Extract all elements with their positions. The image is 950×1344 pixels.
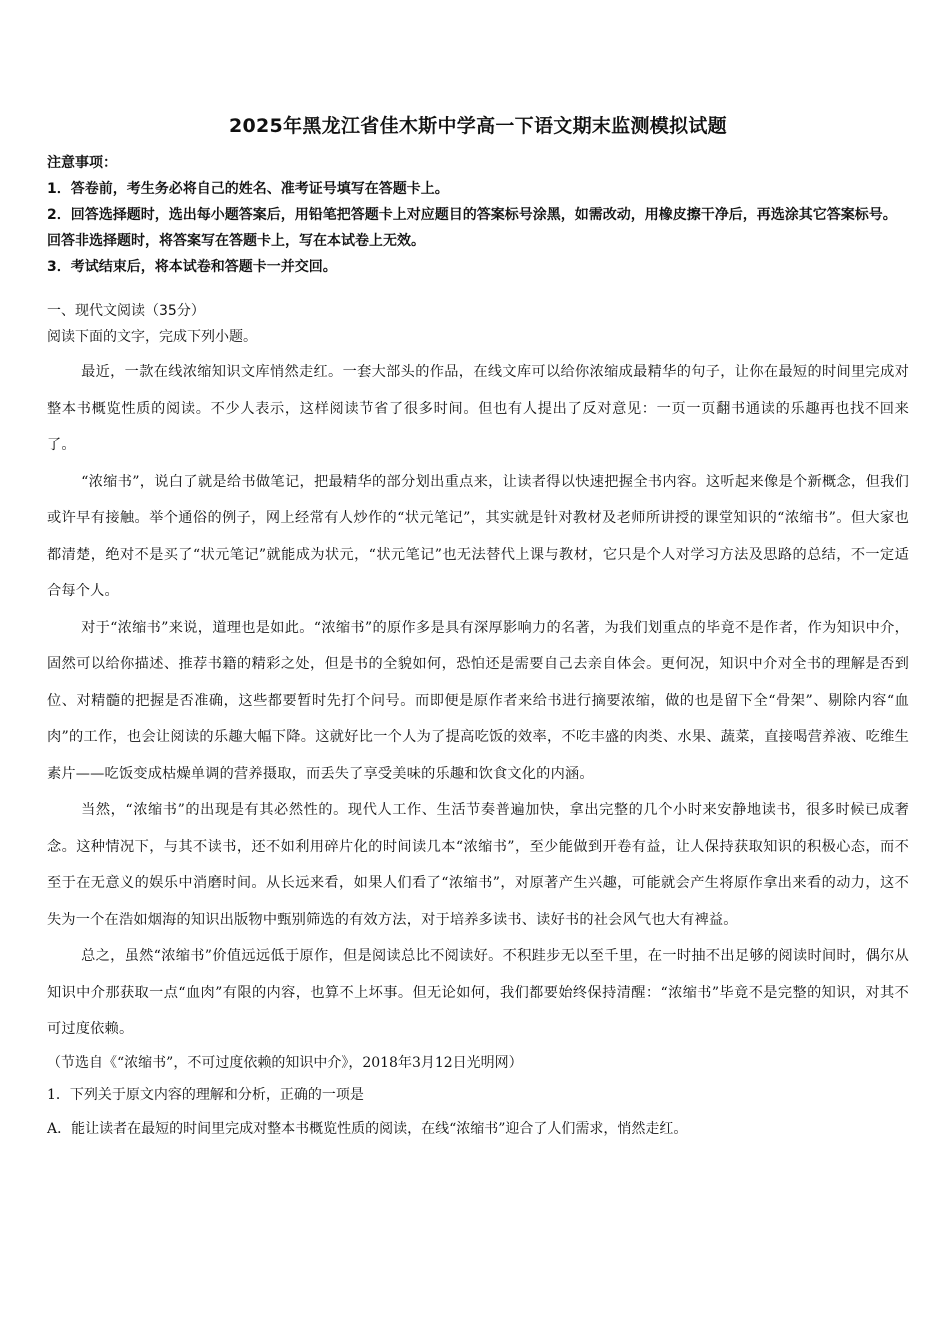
- reading-passage: [47, 354, 909, 1048]
- notice-item-3: 3．考试结束后，将本试卷和答题卡一并交回。: [47, 259, 337, 275]
- document-page: [47, 0, 909, 1344]
- passage-paragraph-5: 总之，虽然“浓缩书”价值远远低于原作，但是阅读总比不阅读好。不积跬步无以至千里，在一时抽不出足够的阅读时间时，偶尔从知识中介那获取一点“血肉”有限的内容，也算不上坏事。但无论如何，我们都要始终保持清醒：“浓缩书”毕竟不是完整的知识，对其不可过度依赖。: [47, 948, 909, 1037]
- reading-section: [47, 298, 909, 1146]
- passage-paragraph-1: 最近，一款在线浓缩知识文库悄然走红。一套大部头的作品，在线文库可以给你浓缩成最精华的句子，让你在最短的时间里完成对整本书概览性质的阅读。不少人表示，这样阅读节省了很多时间。但也有人提出了反对意见：一页一页翻书通读的乐趣再也找不回来了。: [47, 364, 909, 453]
- passage-paragraph-2: “浓缩书”，说白了就是给书做笔记，把最精华的部分划出重点来，让读者得以快速把握全书内容。这听起来像是个新概念，但我们或许早有接触。举个通俗的例子，网上经常有人炒作的“状元笔记”，其实就是针对教材及老师所讲授的课堂知识的“浓缩书”。但大家也都清楚，绝对不是买了“状元笔记”就能成为状元，“状元笔记”也无法替代上课与教材，它只是个人对学习方法及思路的总结，不一定适合每个人。: [47, 473, 909, 599]
- notice-heading: 注意事项：: [47, 155, 117, 171]
- section-heading: 一、现代文阅读（35分）: [47, 303, 205, 319]
- notice-item-1: 1．答卷前，考生务必将自己的姓名、准考证号填写在答题卡上。: [47, 181, 449, 197]
- question-1-option-a: A．能让读者在最短的时间里完成对整本书概览性质的阅读，在线“浓缩书”迎合了人们需求，悄然走红。: [47, 1120, 688, 1137]
- passage-paragraph-3: 对于“浓缩书”来说，道理也是如此。“浓缩书”的原作多是具有深厚影响力的名著，为我们划重点的毕竟不是作者，作为知识中介，固然可以给你描述、推荐书籍的精彩之处，但是书的全貌如何，恐怕还是需要自己去亲自体会。更何况，知识中介对全书的理解是否到位、对精髓的把握是否准确，这些都要暂时先打个问号。而即便是原作者来给书进行摘要浓缩，做的也是留下全“骨架”、剔除内容“血肉”的工作，也会让阅读的乐趣大幅下降。这就好比一个人为了提高吃饭的效率，不吃丰盛的肉类、水果、蔬菜，直接喝营养液、吃维生素片——吃饭变成枯燥单调的营养摄取，而丢失了享受美味的乐趣和饮食文化的内涵。: [47, 619, 909, 782]
- page-title: 2025年黑龙江省佳木斯中学高一下语文期末监测模拟试题: [229, 115, 727, 137]
- passage-paragraph-4: 当然，“浓缩书”的出现是有其必然性的。现代人工作、生活节奏普遍加快，拿出完整的几个小时来安静地读书，很多时候已成奢念。这种情况下，与其不读书，还不如利用碎片化的时间读几本“浓缩书”，至少能做到开卷有益，让人保持获取知识的积极心态，而不至于在无意义的娱乐中消磨时间。从长远来看，如果人们看了“浓缩书”，对原著产生兴趣，可能就会产生将原作拿出来看的动力，这不失为一个在浩如烟海的知识出版物中甄别筛选的有效方法，对于培养多读书、读好书的社会风气也大有裨益。: [47, 802, 909, 928]
- question-1: 1．下列关于原文内容的理解和分析，正确的一项是: [47, 1086, 364, 1103]
- notice-item-2: 2．回答选择题时，选出每小题答案后，用铅笔把答题卡上对应题目的答案标号涂黑，如需改动，用橡皮擦干净后，再选涂其它答案标号。回答非选择题时，将答案写在答题卡上，写在本试卷上无效。: [47, 207, 897, 249]
- section-instruction: 阅读下面的文字，完成下列小题。: [47, 329, 257, 345]
- passage-source: （节选自《“浓缩书”，不可过度依赖的知识中介》，2018年3月12日光明网）: [47, 1054, 523, 1071]
- notice-block: [47, 150, 909, 280]
